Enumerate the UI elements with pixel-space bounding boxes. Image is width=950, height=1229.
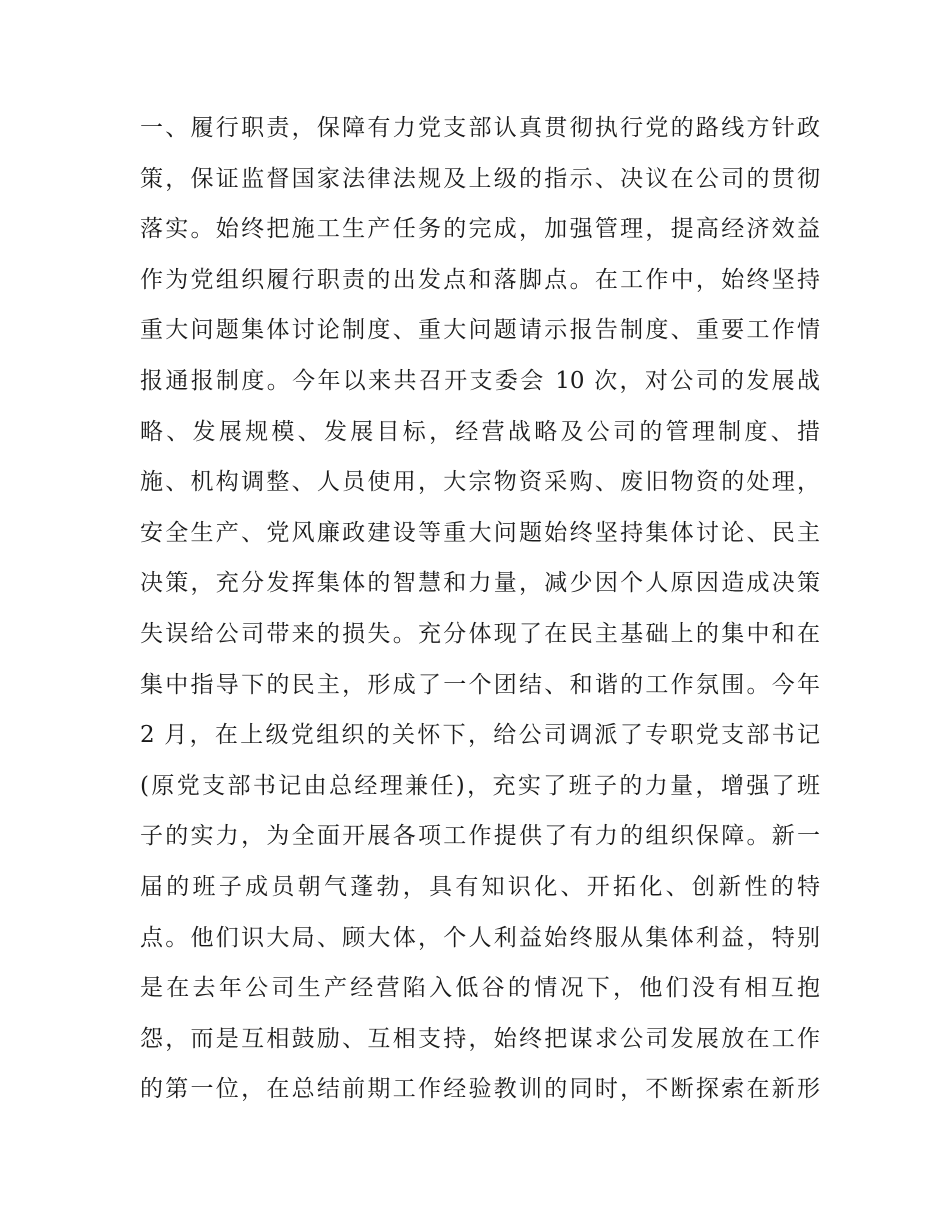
paragraph-line: 是在去年公司生产经营陷入低谷的情况下，他们没有相互抱 [140, 975, 820, 1002]
paragraph-line: 报通报制度。今年以来共召开支委会 10 次，对公司的发展战 [140, 367, 820, 394]
paragraph-line: 安全生产、党风廉政建设等重大问题始终坚持集体讨论、民主 [140, 519, 820, 546]
paragraph-line: 一、履行职责，保障有力党支部认真贯彻执行党的路线方针政 [140, 115, 820, 141]
paragraph-line: 略、发展规模、发展目标，经营战略及公司的管理制度、措 [140, 418, 820, 445]
paragraph-line: 施、机构调整、人员使用，大宗物资采购、废旧物资的处理， [140, 469, 820, 496]
paragraph-line: 重大问题集体讨论制度、重大问题请示报告制度、重要工作情 [140, 317, 820, 344]
paragraph-line: 策，保证监督国家法律法规及上级的指示、决议在公司的贯彻 [140, 165, 820, 192]
paragraph-line: 集中指导下的民主，形成了一个团结、和谐的工作氛围。今年 [140, 671, 820, 698]
paragraph-line: 2 月，在上级党组织的关怀下，给公司调派了专职党支部书记 [140, 722, 820, 749]
paragraph-line: 决策，充分发挥集体的智慧和力量，减少因个人原因造成决策 [140, 570, 820, 597]
paragraph-line: 届的班子成员朝气蓬勃，具有知识化、开拓化、创新性的特 [140, 873, 820, 900]
paragraph-line: 落实。始终把施工生产任务的完成，加强管理，提高经济效益 [140, 216, 820, 243]
paragraph-line: 怨，而是互相鼓励、互相支持，始终把谋求公司发展放在工作 [140, 1025, 820, 1052]
paragraph-line: 点。他们识大局、顾大体，个人利益始终服从集体利益，特别 [140, 924, 820, 951]
paragraph-line: 子的实力，为全面开展各项工作提供了有力的组织保障。新一 [140, 823, 820, 850]
body-paragraph [140, 103, 820, 1115]
paragraph-line: 的第一位，在总结前期工作经验教训的同时，不断探索在新形 [140, 1076, 820, 1103]
paragraph-line: (原党支部书记由总经理兼任)，充实了班子的力量，增强了班 [140, 772, 820, 799]
paragraph-line: 失误给公司带来的损失。充分体现了在民主基础上的集中和在 [140, 620, 820, 647]
paragraph-line: 作为党组织履行职责的出发点和落脚点。在工作中，始终坚持 [140, 266, 820, 293]
